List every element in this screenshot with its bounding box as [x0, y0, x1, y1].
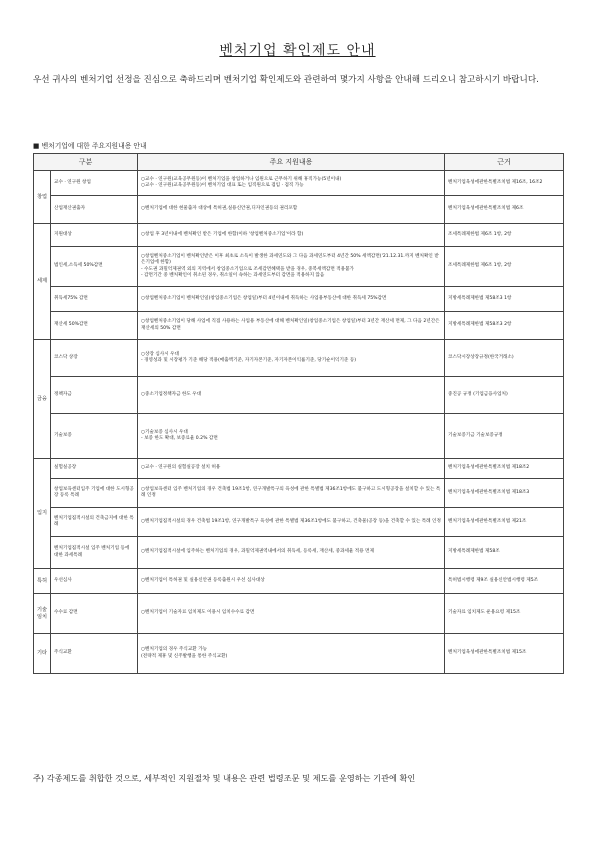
row-item: 코스닥 상장	[51, 340, 138, 377]
row-item: 교수 · 연구원 창업	[51, 171, 138, 196]
row-item: 재산세 50%감면	[51, 312, 138, 340]
table-row	[34, 594, 564, 634]
row-category: 특허	[34, 569, 51, 594]
row-content: ○벤처기업집적시설의 경우 건축법 19조1항, 연구개발특구 육성에 관한 특별법 제36조1항에도 불구하고, 건축물(공장 등)을 건축할 수 있는 특례 인정	[138, 508, 445, 537]
table-row	[34, 569, 564, 594]
row-content: ○기술보증 심사시 우대 - 보증 한도 확대, 보증료율 0.2% 감면	[138, 414, 445, 459]
row-content: ○창업 후 3년이내에 벤처확인 받은 기업에 한함(이하 '창업벤처중소기업'이라 함)	[138, 224, 445, 247]
row-basis: 코스닥시장상장규정(한국거래소)	[445, 340, 564, 377]
intro-text: 우선 귀사의 벤처기업 선정을 진심으로 축하드리며 벤처기업 확인제도와 관련하여 몇가지 사항을 안내해 드리오니 참고하시기 바랍니다.	[33, 75, 539, 85]
row-content: ○교수 · 연구원의 실험실공장 설치 허용	[138, 459, 445, 479]
row-content: ○벤처기업의 경우 주식교환 가능 (전략적 제휴 및 신주발행을 통한 주식교환)	[138, 634, 445, 674]
table-row	[34, 340, 564, 377]
row-item: 법인세,소득세 50%감면	[51, 247, 138, 287]
table-row	[34, 537, 564, 569]
row-category: 세제	[34, 224, 51, 340]
table-row	[34, 508, 564, 537]
row-category: 기타	[34, 634, 51, 674]
row-basis: 특허법시행령 제9조 실용신안법시행령 제5조	[445, 569, 564, 594]
row-item: 실험실공장	[51, 459, 138, 479]
row-basis: 기술자료 임치제도 운용요령 제15조	[445, 594, 564, 634]
header-content: 주요 지원내용	[138, 154, 445, 171]
row-content: ○창업벤처중소기업이 벤처확인일(창업중소기업은 창업일)부터 4년이내에 취득하는 사업용부동산에 대한 취득세 75%감면	[138, 287, 445, 312]
table-row	[34, 634, 564, 674]
row-item: 우선심사	[51, 569, 138, 594]
footer-note: 주) 각종제도를 취합한 것으로, 세부적인 지원절차 및 내용은 관련 법령조문 및 제도를 운영하는 기관에 확인	[33, 773, 416, 783]
row-basis: 조세특례제한법 제6조 1항, 2항	[445, 247, 564, 287]
table-row	[34, 196, 564, 224]
row-item: 기술보증	[51, 414, 138, 459]
table-row	[34, 224, 564, 247]
row-content: ○벤처기업이 특허권 및 실용신안권 등록출원시 우선 심사대상	[138, 569, 445, 594]
row-content: ○벤처기업집적시설에 입주하는 벤처기업의 경우, 과밀억제권역내에서의 취득세, 등록세, 재산세, 중과세율 적용 면제	[138, 537, 445, 569]
table-row	[34, 287, 564, 312]
row-basis: 지방세특례제한법 제58조	[445, 537, 564, 569]
row-basis: 벤처기업육성에관한특별조치법 제18조2	[445, 459, 564, 479]
row-category: 창업	[34, 171, 51, 224]
row-content: ○교수 · 연구원(교육공무원등)이 벤처기업을 창업하거나 임원으로 근무하기 위해 휴직가능(5년이내) ○교수 · 연구원(교육공무원등)이 벤처기업 대표 또는 임직원으로 겸임 · 겸직 가능	[138, 171, 445, 196]
table-row	[34, 414, 564, 459]
row-item: 지원대상	[51, 224, 138, 247]
row-category: 입지	[34, 459, 51, 569]
table-row	[34, 171, 564, 196]
row-item: 정책자금	[51, 377, 138, 414]
row-content: ○창업벤처중소기업이 벤처확인받은 이후 최초로 소득이 발생한 과세연도와 그 다음 과세연도부터 4년간 50% 세액감면('21.12.31.까지 벤처확인 받은기업에 한함) - 수도권 과밀억제권역 외의 지역에서 창업중소기업으로 조세감면혜택을 받을 경우, 중복세액감면 적용불가 - 감면기간 중 벤처확인이 취소된 경우, 취소일이 속하는 과세연도부터 감면을 적용하지 않음	[138, 247, 445, 287]
row-content: ○벤처기업에 대한 현물출자 대상에 특허권,실용신안권,디자인권등의 권리포함	[138, 196, 445, 224]
page-title: 벤처기업 확인제도 안내	[219, 43, 376, 59]
row-item: 벤처기업집적시설의 건축금지에 대한 특례	[51, 508, 138, 537]
row-content: ○창업벤처중소기업이 당해 사업에 직접 사용하는 사업용 부동산에 대해 벤처확인일(창업중소기업은 창업일)부터 3년간 재산세 면제, 그 다음 2년간은 재산세의 50% 감면	[138, 312, 445, 340]
row-basis: 벤처기업육성에관한특별조치법 제6조	[445, 196, 564, 224]
row-item: 벤처기업집적시설 입주 벤처기업 등에 대한 과세특례	[51, 537, 138, 569]
row-item: 수수료 감면	[51, 594, 138, 634]
row-item: 창업보육센터입주 기업에 대한 도시형공장 등록 특례	[51, 479, 138, 508]
section-title: ■ 벤처기업에 대한 주요지원내용 안내	[33, 142, 147, 150]
row-content: ○상장 심사시 우대 - 경영성과 및 시장평가 기준 해당 적용(매출액기준, 자기자본기준, 자기자본이익률기준, 당기순이익기준 등)	[138, 340, 445, 377]
row-item: 산업재산권출자	[51, 196, 138, 224]
row-basis: 중진공 규정 (기업금융사업처)	[445, 377, 564, 414]
row-item: 취득세75% 감면	[51, 287, 138, 312]
row-basis: 벤처기업육성에관한특별조치법 제18조3	[445, 479, 564, 508]
table-header-row	[34, 154, 564, 171]
table-row	[34, 459, 564, 479]
row-basis: 조세특례제한법 제6조 1항, 2항	[445, 224, 564, 247]
table-row	[34, 312, 564, 340]
row-content: ○벤처기업이 기술자료 임치제도 이용시 임치수수료 감면	[138, 594, 445, 634]
row-item: 주식교환	[51, 634, 138, 674]
table-row	[34, 377, 564, 414]
support-table	[33, 153, 564, 674]
table-row	[34, 247, 564, 287]
header-category: 구분	[34, 154, 138, 171]
table-row	[34, 479, 564, 508]
row-basis: 벤처기업육성에관한특별조치법 제15조	[445, 634, 564, 674]
row-category: 기술임치	[34, 594, 51, 634]
row-basis: 지방세특례제한법 제58조3 2항	[445, 312, 564, 340]
row-basis: 지방세특례제한법 제58조3 1항	[445, 287, 564, 312]
row-basis: 기술보증기금 기술보증규정	[445, 414, 564, 459]
row-category: 금융	[34, 340, 51, 459]
row-basis: 벤처기업육성에관한특별조치법 제16조, 16조2	[445, 171, 564, 196]
row-basis: 벤처기업육성에관한특별조치법 제21조	[445, 508, 564, 537]
header-basis: 근거	[445, 154, 564, 171]
row-content: ○창업보육센터 입주 벤처기업의 경우 건축법 19조1항, 연구개발특구의 육성에 관한 특별법 제36조1항에도 불구하고 도시형공장을 설치할 수 있는 특례 인정	[138, 479, 445, 508]
row-content: ○중소기업정책자금 한도 우대	[138, 377, 445, 414]
